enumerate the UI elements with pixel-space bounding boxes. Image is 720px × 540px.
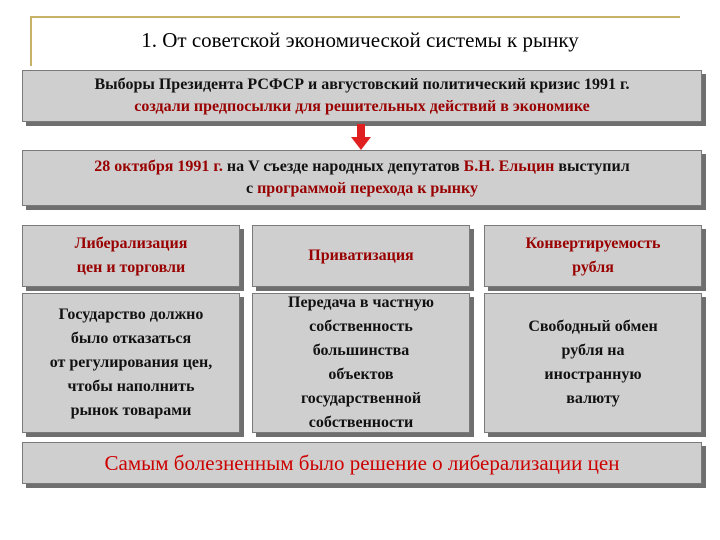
congress-line2-prefix: с bbox=[245, 180, 258, 197]
column-body-line: собственности bbox=[308, 414, 414, 431]
column-heading-privatization bbox=[252, 225, 470, 287]
column-body-line: объектов bbox=[328, 366, 394, 383]
column-body-line: рынок товарами bbox=[70, 402, 192, 419]
column-body-line: иностранную bbox=[544, 366, 642, 383]
column-heading-liberalization bbox=[22, 225, 240, 287]
column-body-liberalization bbox=[22, 293, 240, 433]
congress-box bbox=[22, 150, 702, 206]
congress-person: Б.Н. Ельцин bbox=[463, 158, 555, 175]
column-heading-line: Приватизация bbox=[308, 247, 414, 264]
conclusion-box bbox=[22, 442, 702, 484]
column-body-convertibility bbox=[484, 293, 702, 433]
column-body-line: государственной bbox=[300, 390, 422, 407]
elections-box bbox=[22, 70, 702, 122]
congress-date: 28 октября 1991 г. bbox=[94, 158, 223, 175]
column-heading-line: рубля bbox=[572, 259, 614, 276]
conclusion-text: Самым болезненным было решение о либерализации цен bbox=[104, 450, 620, 475]
column-body-line: от регулирования цен, bbox=[49, 354, 213, 371]
column-heading-line: Либерализация bbox=[74, 235, 188, 252]
title-frame-top bbox=[30, 16, 680, 18]
column-heading-convertibility bbox=[484, 225, 702, 287]
column-heading-line: цен и торговли bbox=[76, 259, 186, 276]
elections-line-1: Выборы Президента РСФСР и августовский политический кризис 1991 г. bbox=[94, 76, 630, 93]
column-body-line: чтобы наполнить bbox=[67, 378, 195, 395]
congress-middle: на V съезде народных депутатов bbox=[222, 158, 464, 175]
column-body-line: собственность bbox=[309, 318, 413, 335]
column-body-line: большинства bbox=[312, 342, 410, 359]
page-title: 1. От советской экономической системы к рынку bbox=[141, 28, 579, 52]
column-body-line: было отказаться bbox=[70, 330, 192, 347]
column-body-line: Передача в частную bbox=[288, 294, 434, 311]
title-frame-left bbox=[30, 16, 32, 66]
column-body-line: Свободный обмен bbox=[528, 318, 658, 335]
down-arrow-icon bbox=[351, 124, 371, 150]
column-body-line: Государство должно bbox=[58, 306, 204, 323]
congress-program: программой перехода к рынку bbox=[257, 180, 479, 197]
column-body-privatization bbox=[252, 293, 470, 433]
column-body-line: рубля на bbox=[561, 342, 625, 359]
congress-end: выступил bbox=[554, 158, 630, 175]
column-heading-line: Конвертируемость bbox=[525, 235, 661, 252]
column-body-line: валюту bbox=[566, 390, 620, 407]
elections-line-2: создали предпосылки для решительных действий в экономике bbox=[134, 98, 590, 115]
